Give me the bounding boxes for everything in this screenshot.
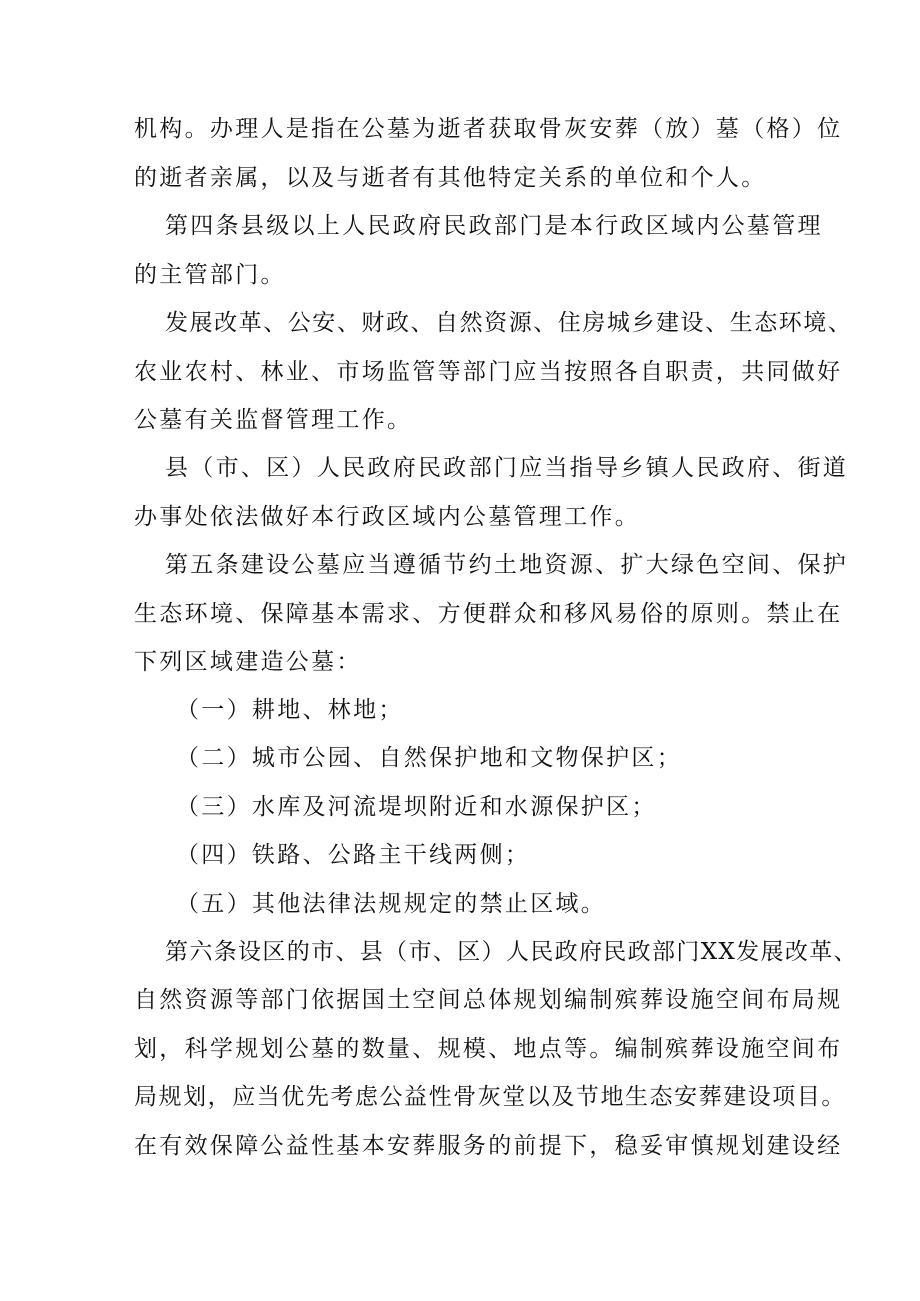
list-item-3: （三）水库及河流堤坝附近和水源保护区； [176,794,657,820]
text-line-4: 的主管部门。 [134,262,286,288]
text-line-2: 的逝者亲属，以及与逝者有其他特定关系的单位和个人。 [134,165,767,191]
text-line-7: 公墓有关监督管理工作。 [134,407,413,433]
text-line-9: 办事处依法做好本行政区域内公墓管理工作。 [134,504,640,530]
list-item-4: （四）铁路、公路主干线两侧； [176,842,531,868]
list-item-1: （一）耕地、林地； [176,697,404,723]
text-line-12: 下列区域建造公墓： [134,649,362,675]
list-item-2: （二）城市公园、自然保护地和文物保护区； [176,745,682,771]
text-line-17: 在有效保障公益性基本安葬服务的前提下，稳妥审慎规划建设经 [134,1133,843,1159]
text-line-5: 发展改革、公安、财政、自然资源、住房城乡建设、生态环境、 [165,310,853,336]
text-line-13: 第六条设区的市、县（市、区）人民政府民政部门XX发展改革、 [165,939,858,965]
text-line-8: 县（市、区）人民政府民政部门应当指导乡镇人民政府、街道 [165,455,849,481]
list-item-5: （五）其他法律法规规定的禁止区域。 [176,891,607,917]
text-line-6: 农业农村、林业、市场监管等部门应当按照各自职责，共同做好 [134,359,843,385]
text-line-10: 第五条建设公墓应当遵循节约土地资源、扩大绿色空间、保护 [165,552,849,578]
text-line-15: 划，科学规划公墓的数量、规模、地点等。编制殡葬设施空间布 [134,1036,843,1062]
text-line-11: 生态环境、保障基本需求、方便群众和移风易俗的原则。禁止在 [134,601,843,627]
text-line-1: 机构。办理人是指在公墓为逝者获取骨灰安葬（放）墓（格）位 [134,116,843,142]
text-line-14: 自然资源等部门依据国土空间总体规划编制殡葬设施空间布局规 [134,987,843,1013]
text-line-16: 局规划，应当优先考虑公益性骨灰堂以及节地生态安葬建设项目。 [134,1084,846,1110]
text-line-3: 第四条县级以上人民政府民政部门是本行政区域内公墓管理 [165,213,823,239]
